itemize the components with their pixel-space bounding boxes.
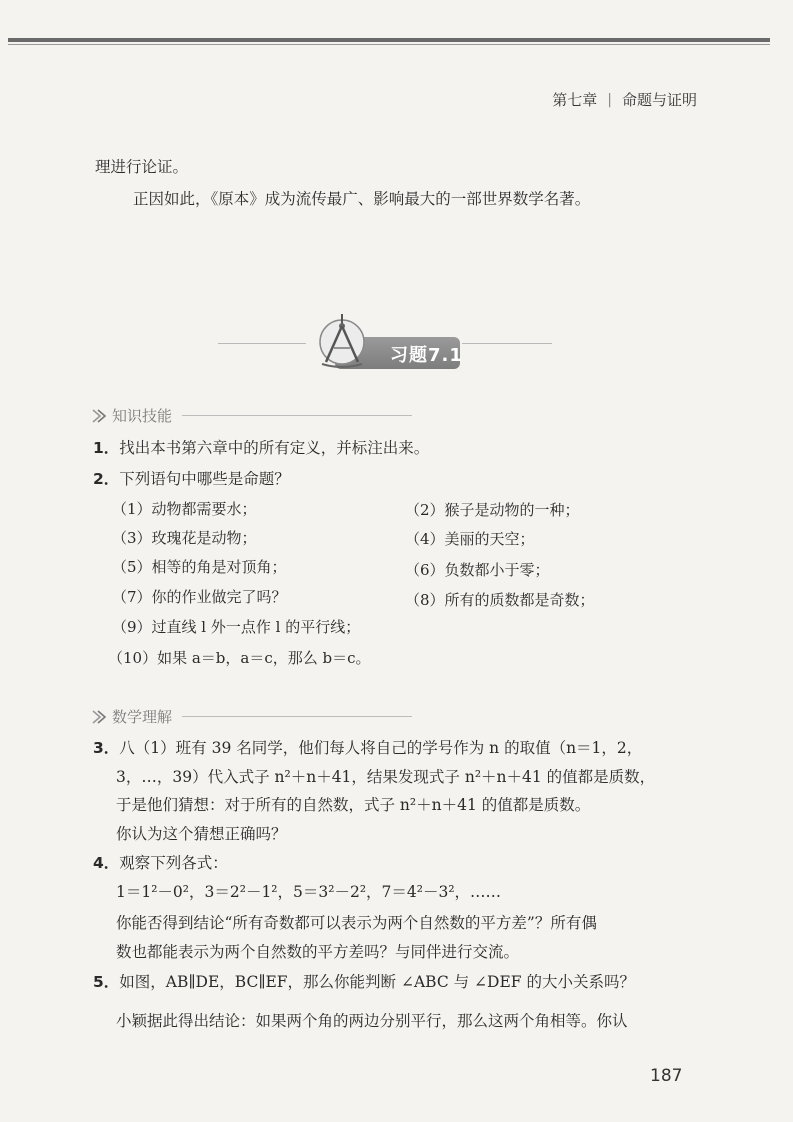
- question-number: 5．: [93, 973, 120, 991]
- q2-item: （4）美丽的天空；: [405, 530, 535, 548]
- section-rule: [182, 716, 412, 717]
- q3-line: 你认为这个猜想正确吗？: [116, 825, 287, 843]
- top-rule: [8, 38, 770, 42]
- question-text: 下列语句中哪些是命题？: [119, 470, 290, 488]
- question-text: 八（1）班有 39 名同学，他们每人将自己的学号作为 n 的取值（n＝1，2，: [119, 739, 643, 757]
- intro-line-2: 正因如此，《原本》成为流传最广、影响最大的一部世界数学名著。: [133, 190, 591, 208]
- compass-icon: [312, 312, 372, 374]
- exercise-title: 习题7.1: [390, 345, 463, 366]
- question-number: 3．: [93, 739, 120, 757]
- q2-item: （2）猴子是动物的一种；: [405, 501, 580, 519]
- q3-line: 于是他们猜想：对于所有的自然数，式子 n²＋n＋41 的值都是质数。: [116, 796, 591, 814]
- q3-line: 3，…，39）代入式子 n²＋n＋41，结果发现式子 n²＋n＋41 的值都是质数，: [116, 768, 656, 786]
- chapter-title: 命题与证明: [621, 91, 697, 109]
- banner-left-rule: [218, 343, 306, 344]
- question-3: [93, 738, 642, 758]
- q2-item: （6）负数都小于零；: [405, 561, 550, 579]
- q2-item: （8）所有的质数都是奇数；: [405, 591, 595, 609]
- question-text: 观察下列各式：: [119, 854, 228, 872]
- banner-right-rule: [462, 343, 552, 344]
- q2-item: （5）相等的角是对顶角；: [112, 558, 287, 576]
- section-title: 数学理解: [112, 708, 173, 726]
- page-number: 187: [650, 1066, 683, 1086]
- section-title: 知识技能: [112, 407, 173, 425]
- question-5: [93, 972, 635, 992]
- exercise-banner: [300, 312, 470, 376]
- q2-item: （7）你的作业做完了吗？: [112, 588, 287, 606]
- question-text: 如图，AB∥DE，BC∥EF，那么你能判断 ∠ABC 与 ∠DEF 的大小关系吗？: [119, 973, 635, 991]
- top-rule-thin: [8, 44, 770, 45]
- question-4: [93, 853, 228, 873]
- q4-line: 你能否得到结论“所有奇数都可以表示为两个自然数的平方差”？所有偶: [116, 914, 597, 932]
- header-separator: |: [607, 91, 612, 108]
- chevron-right-icon: [90, 408, 108, 424]
- q5-line: 小颖据此得出结论：如果两个角的两边分别平行，那么这两个角相等。你认: [116, 1012, 628, 1030]
- question-number: 1．: [93, 439, 120, 457]
- q4-line: 1＝1²－0²，3＝2²－1²，5＝3²－2²，7＝4²－3²，……: [116, 883, 502, 901]
- question-text: 找出本书第六章中的所有定义，并标注出来。: [119, 439, 430, 457]
- section-heading-skills: [90, 405, 412, 426]
- question-number: 2．: [93, 470, 120, 488]
- q4-line: 数也都能表示为两个自然数的平方差吗？与同伴进行交流。: [116, 943, 520, 961]
- chapter-label: 第七章: [552, 91, 598, 109]
- q2-item: （10）如果 a＝b，a＝c，那么 b＝c。: [108, 649, 371, 667]
- q2-item: （1）动物都需要水；: [112, 500, 257, 518]
- intro-line-1: 理进行论证。: [95, 158, 189, 176]
- chevron-right-icon: [90, 709, 108, 725]
- question-number: 4．: [93, 854, 120, 872]
- running-header: [552, 89, 697, 110]
- section-heading-understanding: [90, 706, 412, 727]
- question-2: [93, 469, 290, 489]
- section-rule: [182, 415, 412, 416]
- q2-item: （9）过直线 l 外一点作 l 的平行线；: [112, 618, 361, 636]
- q2-item: （3）玫瑰花是动物；: [112, 529, 257, 547]
- question-1: [93, 438, 429, 458]
